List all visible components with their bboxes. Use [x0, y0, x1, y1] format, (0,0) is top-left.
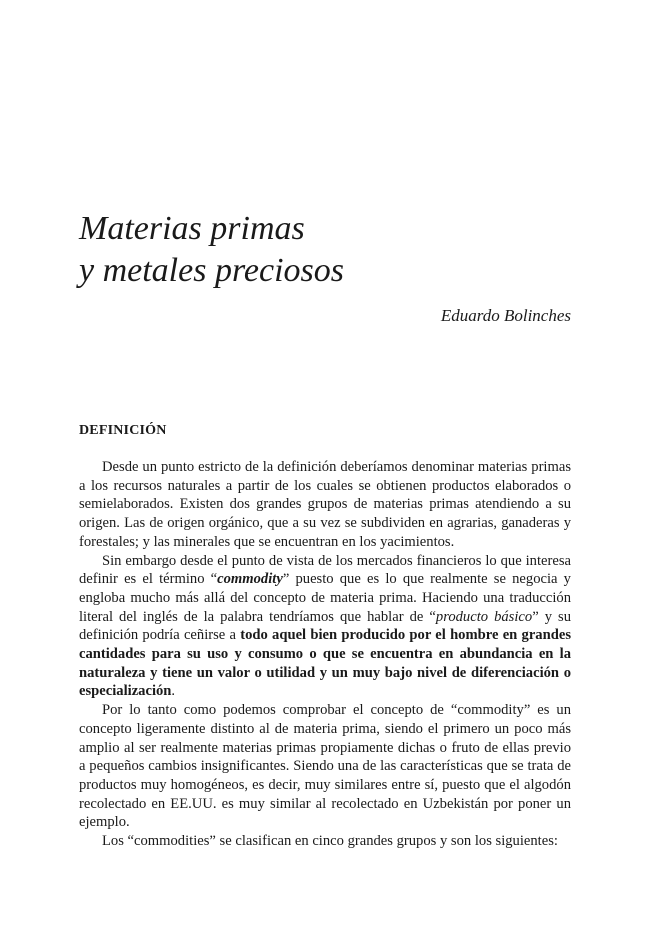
- paragraph-4: Los “commodities” se clasifican en cinco grandes grupos y son los siguientes:: [102, 833, 558, 850]
- section-heading: DEFINICIÓN: [79, 423, 167, 438]
- paragraph-2-part-c: ” puesto que es lo que realmente se negocia y engloba mucho más allá del concepto de materia prima. Haciendo una traducción literal del inglés de la palabra tendríamos que hablar de “: [79, 571, 571, 625]
- term-producto-basico: producto básico: [435, 608, 533, 625]
- term-commodity: commodity: [217, 571, 283, 588]
- paragraph-1: Desde un punto estricto de la definición deberíamos denominar materias primas a los recursos naturales a partir de los cuales se obtienen productos elaborados o semielaborados. Existen dos grandes grupos de materias primas atendiendo a su origen. Las de origen orgánico, que a su vez se subdividen en agrarias, ganaderas y forestales; y las minerales que se encuentran en los yacimientos.: [79, 459, 571, 550]
- commodity-definition: todo aquel bien producido por el hombre en grandes cantidades para su uso y consumo o que se encuentra en abundancia en la naturaleza y tiene un valor o utilidad y un muy bajo nivel de diferenciación o especialización: [79, 627, 571, 700]
- paragraph-2: [79, 552, 571, 702]
- body-text: [79, 458, 571, 851]
- chapter-title: [79, 208, 579, 292]
- paragraph-2-part-e: ” y su definición podría ceñirse a: [79, 608, 571, 644]
- chapter-author: Eduardo Bolinches: [440, 306, 571, 325]
- paragraph-3: Por lo tanto como podemos comprobar el concepto de “commodity” es un concepto ligeramente distinto al de materia prima, siendo el primero un poco más amplio al ser realmente materias primas propiamente dichas o fruto de ellas previo a pequeños cambios insignificantes. Siendo una de las características que se trata de productos muy homogéneos, es decir, muy similares entre sí, puesto que el algodón recolectado en EE.UU. es muy similar al recolectado en Uzbekistán por poner un ejemplo.: [79, 702, 571, 831]
- chapter-title-line-2: y metales preciosos: [79, 252, 345, 289]
- paragraph-2-part-a: Sin embargo desde el punto de vista de los mercados financieros lo que interesa definir es el término “: [79, 552, 571, 588]
- paragraph-2-part-g: .: [171, 683, 176, 700]
- chapter-title-line-1: Materias primas: [79, 210, 305, 247]
